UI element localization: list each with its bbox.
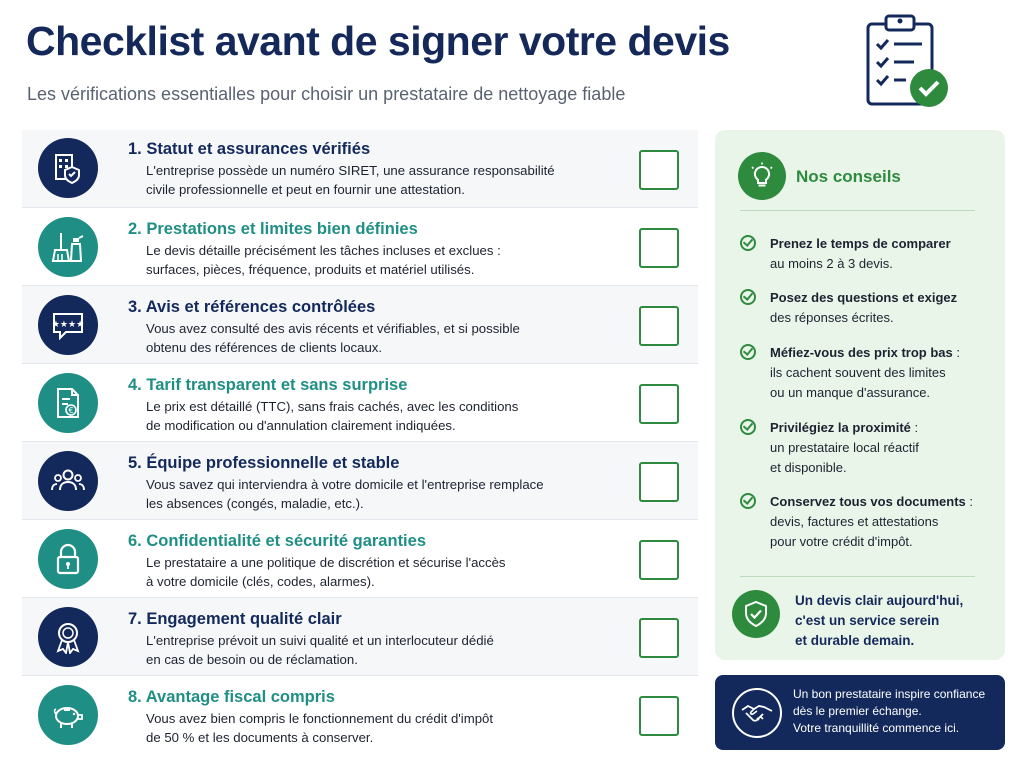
padlock-icon xyxy=(38,529,98,589)
check-circle-icon xyxy=(740,419,756,435)
tips-panel: Nos conseils Prenez le temps de comparer au moins 2 à 3 devis. Posez des questions et exigez des réponses écrites. Méfiez-vous des prix trop bas : ils cachent souvent des limites ou un manque d'assurance. Privilégiez la proximité : un prestataire local réactif et disponible. Conservez tous vos documents : devis, factures et attestations pour votre crédit d'impôt. Un devis clair aujourd'hui, c'est un service serein et durable demain. xyxy=(715,130,1005,660)
tips-divider xyxy=(740,210,975,211)
check-circle-icon xyxy=(740,235,756,251)
item-description: Le prestataire a une politique de discrétion et sécurise l'accès à votre domicile (clés, codes, alarmes). xyxy=(146,555,506,589)
checklist-item xyxy=(22,442,698,520)
checklist xyxy=(22,130,698,754)
item-description: Le devis détaille précisément les tâches incluses et exclues : surfaces, pièces, fréquence, produits et matériel utilisés. xyxy=(146,243,501,277)
trust-banner xyxy=(715,675,1005,750)
lightbulb-icon xyxy=(738,152,786,200)
checklist-item xyxy=(22,520,698,598)
checklist-item xyxy=(22,676,698,754)
item-title: 2. Prestations et limites bien définies xyxy=(128,220,418,238)
item-checkbox[interactable] xyxy=(639,228,679,268)
item-checkbox[interactable] xyxy=(639,462,679,502)
shield-check-icon xyxy=(732,590,780,638)
tips-divider xyxy=(740,576,975,577)
item-description: Le prix est détaillé (TTC), sans frais cachés, avec les conditions de modification ou d'annulation clairement indiquées. xyxy=(146,399,519,433)
item-title: 6. Confidentialité et sécurité garanties xyxy=(128,532,426,550)
review-stars-icon xyxy=(38,295,98,355)
item-description: L'entreprise prévoit un suivi qualité et un interlocuteur dédié en cas de besoin ou de réclamation. xyxy=(146,633,494,667)
check-circle-icon xyxy=(740,344,756,360)
item-checkbox[interactable] xyxy=(639,540,679,580)
building-shield-icon xyxy=(38,138,98,198)
checklist-item xyxy=(22,208,698,286)
page-subtitle: Les vérifications essentialles pour choisir un prestataire de nettoyage fiable xyxy=(27,84,626,104)
check-circle-icon xyxy=(740,289,756,305)
svg-text:★★★★: ★★★★ xyxy=(51,320,85,330)
item-description: Vous avez consulté des avis récents et vérifiables, et si possible obtenu des références de clients locaux. xyxy=(146,321,520,355)
item-checkbox[interactable] xyxy=(639,618,679,658)
team-icon xyxy=(38,451,98,511)
piggy-bank-icon xyxy=(38,685,98,745)
item-description: Vous avez bien compris le fonctionnement du crédit d'impôt de 50 % et les documents à conserver. xyxy=(146,711,494,745)
item-title: 7. Engagement qualité clair xyxy=(128,610,342,628)
tips-heading: Nos conseils xyxy=(796,167,901,186)
item-title: 4. Tarif transparent et sans surprise xyxy=(128,376,408,394)
clipboard-check-icon xyxy=(862,12,954,112)
checklist-item xyxy=(22,286,698,364)
page-title: Checklist avant de signer votre devis xyxy=(26,18,730,64)
item-title: 3. Avis et références contrôlées xyxy=(128,298,376,316)
checklist-item xyxy=(22,130,698,208)
checklist-item xyxy=(22,598,698,676)
checklist-item xyxy=(22,364,698,442)
handshake-icon xyxy=(732,688,782,738)
item-description: L'entreprise possède un numéro SIRET, une assurance responsabilité civile professionnelle et peut en fournir une attestation. xyxy=(146,163,555,197)
item-title: 1. Statut et assurances vérifiés xyxy=(128,140,371,158)
euro-document-icon xyxy=(38,373,98,433)
item-checkbox[interactable] xyxy=(639,384,679,424)
item-description: Vous savez qui interviendra à votre domicile et l'entreprise remplace les absences (congés, maladie, etc.). xyxy=(146,477,544,511)
cleaning-tools-icon xyxy=(38,217,98,277)
svg-text:€: € xyxy=(68,406,74,415)
item-checkbox[interactable] xyxy=(639,696,679,736)
quality-medal-icon xyxy=(38,607,98,667)
item-checkbox[interactable] xyxy=(639,150,679,190)
item-title: 5. Équipe professionnelle et stable xyxy=(128,454,400,472)
item-title: 8. Avantage fiscal compris xyxy=(128,688,335,706)
item-checkbox[interactable] xyxy=(639,306,679,346)
check-circle-icon xyxy=(740,493,756,509)
closing-message: Un devis clair aujourd'hui, c'est un service serein et durable demain. xyxy=(795,593,964,648)
banner-text: Un bon prestataire inspire confiance dès le premier échange. Votre tranquillité commence ici. xyxy=(793,687,986,735)
